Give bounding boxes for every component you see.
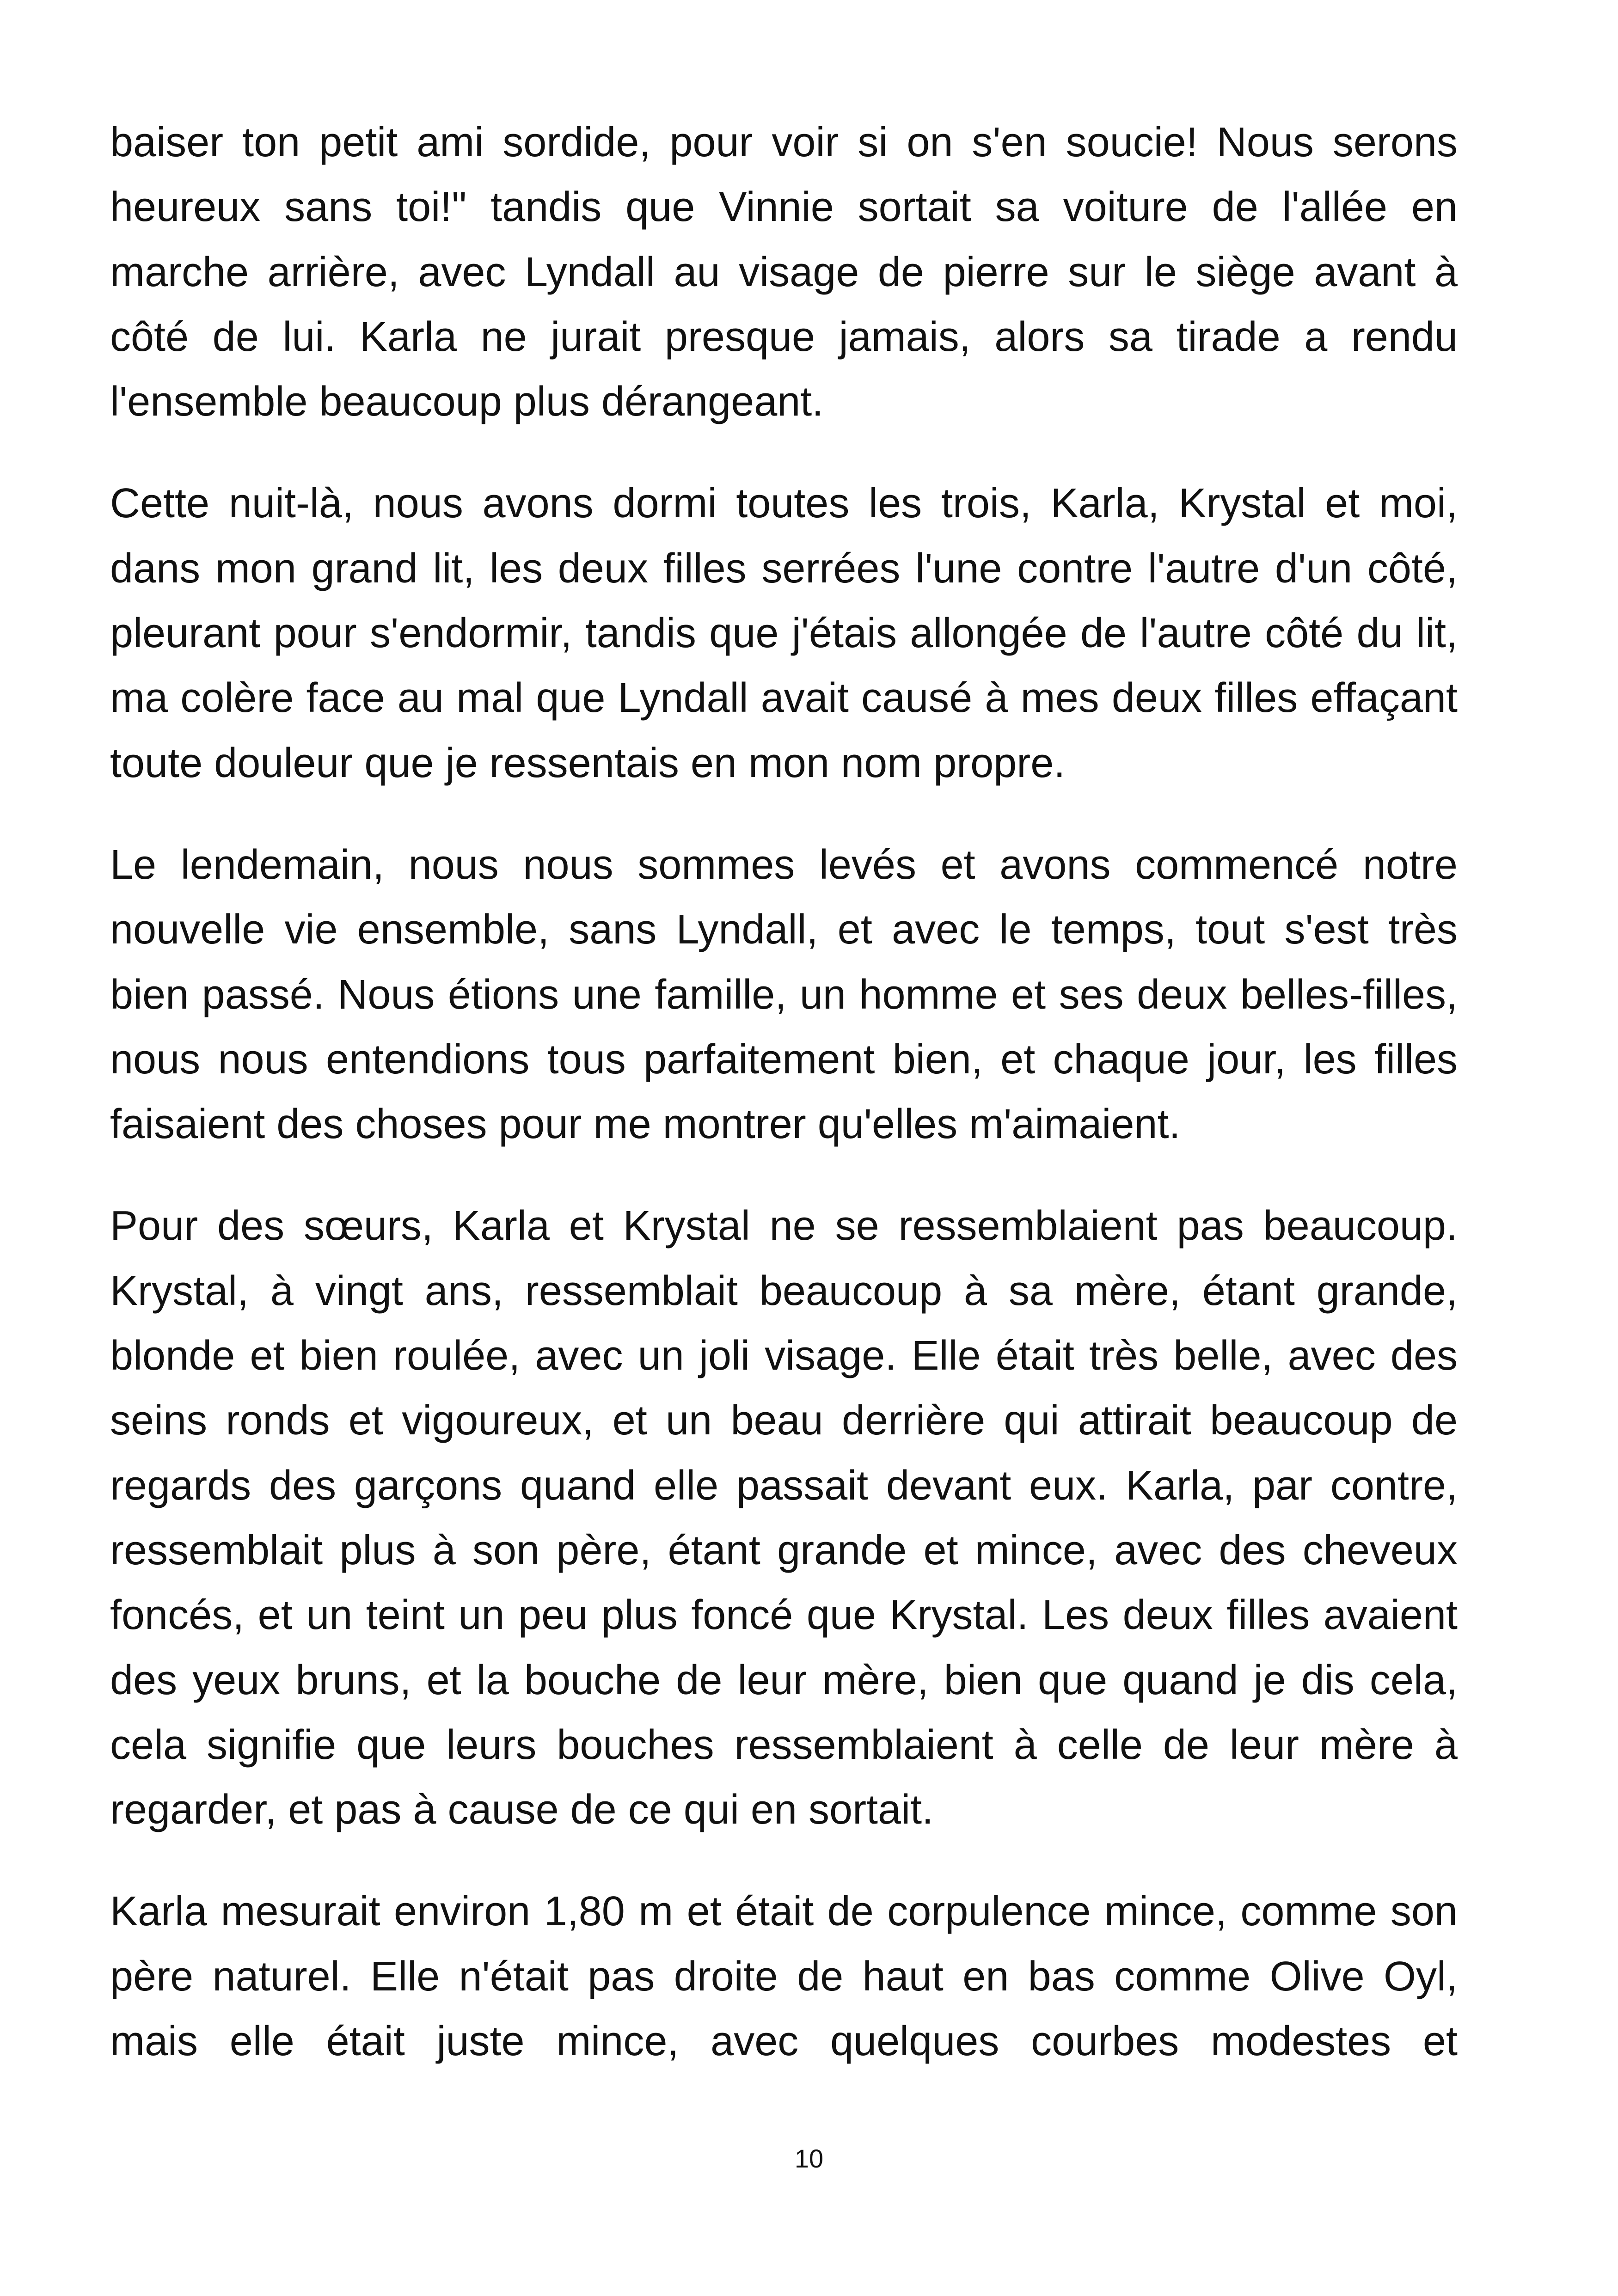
paragraph: Cette nuit-là, nous avons dormi toutes les trois, Karla, Krystal et moi, dans mon grand lit, les deux filles serrées l'une contre l'autre d'un côté, pleurant pour s'endormir, tandis que j'étais allongée de l'autre côté du lit, ma colère face au mal que Lyndall avait causé à mes deux filles effaçant toute douleur que je ressentais en mon nom propre. [110, 480, 1458, 786]
paragraph: baiser ton petit ami sordide, pour voir si on s'en soucie! Nous serons heureux sans toi!" tandis que Vinnie sortait sa voiture de l'allée en marche arrière, avec Lyndall au visage de pierre sur le siège avant à côté de lui. Karla ne jurait presque jamais, alors sa tirade a rendu l'ensemble beaucoup plus dérangeant. [110, 119, 1458, 425]
paragraph: Le lendemain, nous nous sommes levés et avons commencé notre nouvelle vie ensemble, sans Lyndall, et avec le temps, tout s'est très bien passé. Nous étions une famille, un homme et ses deux belles-filles, nous nous entendions tous parfaitement bien, et chaque jour, les filles faisaient des choses pour me montrer qu'elles m'aimaient. [110, 841, 1458, 1148]
paragraph: Pour des sœurs, Karla et Krystal ne se ressemblaient pas beaucoup. Krystal, à vingt ans, ressemblait beaucoup à sa mère, étant grande, blonde et bien roulée, avec un joli visage. Elle était très belle, avec des seins ronds et vigoureux, et un beau derrière qui attirait beaucoup de regards des garçons quand elle passait devant eux. Karla, par contre, ressemblait plus à son père, étant grande et mince, avec des cheveux foncés, et un teint un peu plus foncé que Krystal. Les deux filles avaient des yeux bruns, et la bouche de leur mère, bien que quand je dis cela, cela signifie que leurs bouches ressemblaient à celle de leur mère à regarder, et pas à cause de ce qui en sortait. [110, 1203, 1458, 1833]
page-number: 10 [794, 2144, 824, 2173]
paragraph: Karla mesurait environ 1,80 m et était de corpulence mince, comme son père naturel. Elle n'était pas droite de haut en bas comme Olive Oyl, mais elle était juste mince, avec quelques courbes modestes et [110, 1888, 1458, 2065]
body-text [110, 110, 1458, 2074]
